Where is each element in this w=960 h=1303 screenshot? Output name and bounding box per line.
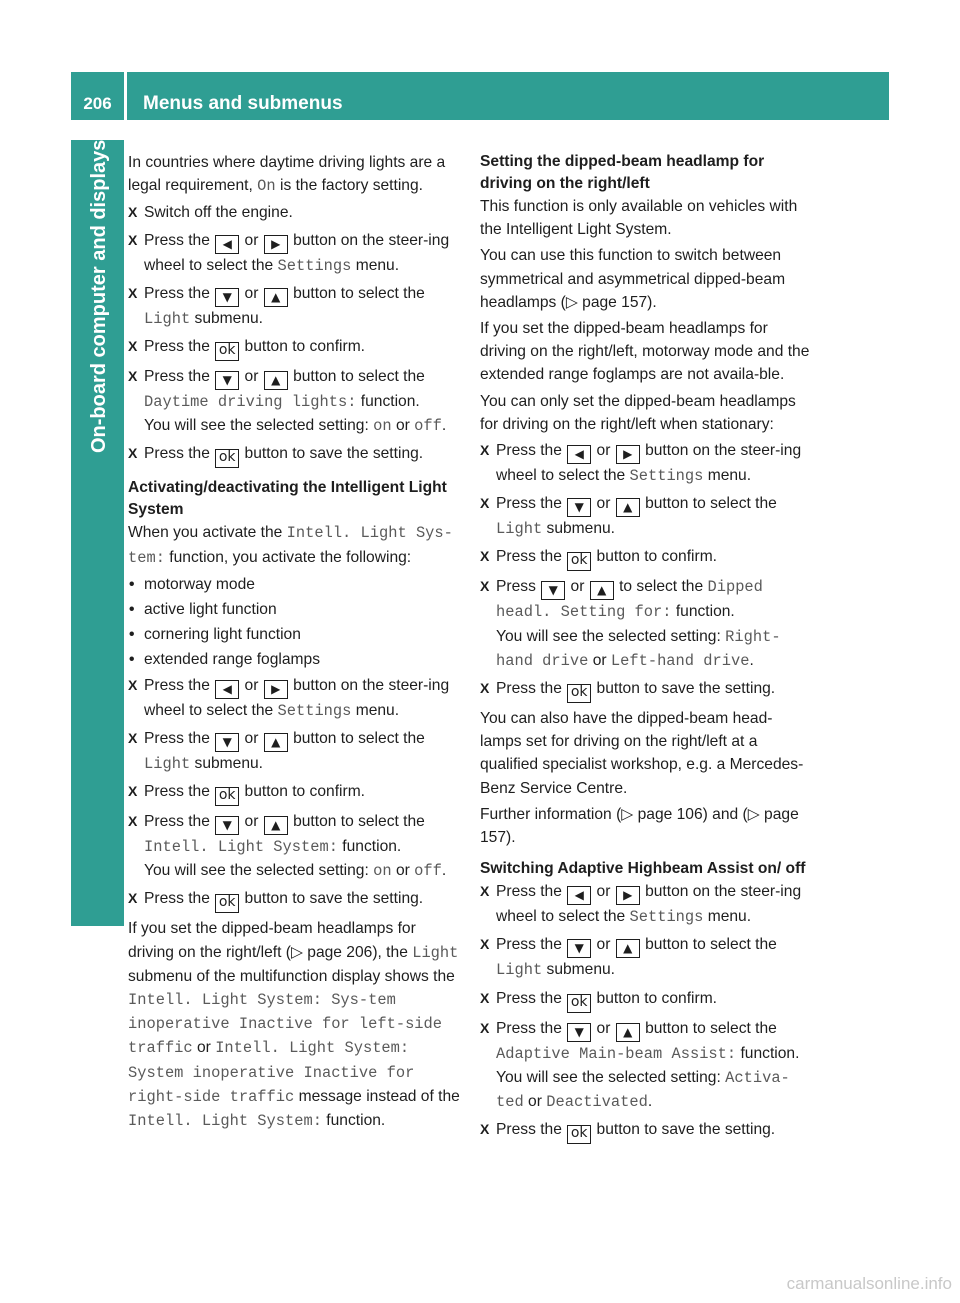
ok-button-icon: ok <box>215 342 239 361</box>
step-select-light: X Press the ▼ or ▲ button to select the Light submenu. <box>480 933 813 982</box>
left-arrow-icon: ◀ <box>215 235 239 254</box>
right-column <box>480 151 813 1148</box>
right-arrow-icon: ▶ <box>264 680 288 699</box>
left-arrow-icon: ◀ <box>567 886 591 905</box>
step-save: X Press the ok button to save the setting. <box>128 442 461 468</box>
paragraph: You can use this function to switch between symmetrical and asymmetrical dipped-beam headlamps (▷ page 157). <box>480 247 786 311</box>
step-select-light: X Press the ▼ or ▲ button to select the Light submenu. <box>128 282 461 331</box>
list-item: • motorway mode <box>128 573 461 596</box>
left-arrow-icon: ◀ <box>567 445 591 464</box>
step-confirm: X Press the ok button to confirm. <box>480 545 813 571</box>
step-select-light: X Press the ▼ or ▲ button to select the Light submenu. <box>480 492 813 541</box>
paragraph: You can only set the dipped-beam headlamps for driving on the right/left when stationary: <box>480 392 796 433</box>
down-arrow-icon: ▼ <box>567 1023 591 1042</box>
paragraph: This function is only available on vehicles with the Intelligent Light System. <box>480 198 798 239</box>
step-select-light: X Press the ▼ or ▲ button to select the Light submenu. <box>128 727 461 776</box>
step-save: X Press the ok button to save the setting. <box>128 887 461 913</box>
up-arrow-icon: ▲ <box>264 288 288 307</box>
up-arrow-icon: ▲ <box>616 498 640 517</box>
page-ref-icon: ▷ <box>565 293 578 311</box>
paragraph: You can also have the dipped-beam head-lamps set for driving on the right/left at a qualified specialist workshop, e.g. a Mercedes-Benz Service Centre. <box>480 710 804 797</box>
section-heading-intelligent-light: Activating/deactivating the Intelligent Light System <box>128 479 447 519</box>
ok-button-icon: ok <box>567 994 591 1013</box>
step-select-settings: X Press the ◀ or ▶ button on the steer-ing wheel to select the Settings menu. <box>480 880 813 929</box>
list-item: • cornering light function <box>128 623 461 646</box>
step-confirm: X Press the ok button to confirm. <box>480 987 813 1013</box>
down-arrow-icon: ▼ <box>215 288 239 307</box>
page-title: Menus and submenus <box>127 72 889 120</box>
ok-button-icon: ok <box>567 552 591 571</box>
right-arrow-icon: ▶ <box>264 235 288 254</box>
page-ref-icon: ▷ <box>290 943 303 961</box>
left-column <box>128 151 461 1136</box>
page-ref-icon: ▷ <box>747 805 760 823</box>
up-arrow-icon: ▲ <box>616 1023 640 1042</box>
list-item: • extended range foglamps <box>128 648 461 671</box>
paragraph: If you set the dipped-beam headlamps for driving on the right/left, motorway mode and the extended range foglamps are not availa-ble. <box>480 320 810 384</box>
step-confirm: X Press the ok button to confirm. <box>128 335 461 361</box>
step-select-adaptive-assist: X Press the ▼ or ▲ button to select the Adaptive Main-beam Assist: function. You will see the selected setting: Activa‐ted or Deactivated. <box>480 1017 813 1115</box>
page-number: 206 <box>71 72 124 120</box>
down-arrow-icon: ▼ <box>541 581 565 600</box>
step-select-settings: X Press the ◀ or ▶ button on the steer-ing wheel to select the Settings menu. <box>128 229 461 278</box>
intro-paragraph: In countries where daytime driving lights are a legal requirement, On is the factory setting. <box>128 154 446 196</box>
intelligent-light-intro: When you activate the Intell. Light Sys‐tem: function, you activate the following: <box>128 524 453 567</box>
down-arrow-icon: ▼ <box>215 371 239 390</box>
left-arrow-icon: ◀ <box>215 680 239 699</box>
step-select-dipped-headl: X Press ▼ or ▲ to select the Dipped headl. Setting for: function. You will see the selected setting: Right-hand drive or Left-hand drive. <box>480 575 813 673</box>
up-arrow-icon: ▲ <box>264 816 288 835</box>
up-arrow-icon: ▲ <box>264 371 288 390</box>
step-select-settings: X Press the ◀ or ▶ button on the steer-ing wheel to select the Settings menu. <box>480 439 813 488</box>
side-tab-label: On-board computer and displays <box>88 140 110 454</box>
section-heading-highbeam-assist: Switching Adaptive Highbeam Assist on/ off <box>480 860 806 878</box>
step-select-settings: X Press the ◀ or ▶ button on the steer-ing wheel to select the Settings menu. <box>128 674 461 723</box>
up-arrow-icon: ▲ <box>616 939 640 958</box>
ok-button-icon: ok <box>215 449 239 468</box>
step-select-daytime: X Press the ▼ or ▲ button to select the Daytime driving lights: function. You will see the selected setting: on or off. <box>128 365 461 438</box>
ok-button-icon: ok <box>567 684 591 703</box>
right-arrow-icon: ▶ <box>616 445 640 464</box>
page-ref-icon: ▷ <box>621 805 634 823</box>
watermark: carmanualsonline.info <box>786 1274 952 1293</box>
up-arrow-icon: ▲ <box>264 733 288 752</box>
step-select-intell-light: X Press the ▼ or ▲ button to select the Intell. Light System: function. You will see the selected setting: on or off. <box>128 810 461 883</box>
ok-button-icon: ok <box>567 1125 591 1144</box>
up-arrow-icon: ▲ <box>590 581 614 600</box>
step-confirm: X Press the ok button to confirm. <box>128 780 461 806</box>
step-save: X Press the ok button to save the setting. <box>480 677 813 703</box>
note-paragraph: If you set the dipped-beam headlamps for driving on the right/left (▷ page 206), the Light submenu of the multifunction display shows the Intell. Light System: Sys‐tem inoperative Inactive for left-side traffic or Intell. Light System: System inoperative Inactive for right-side traffic message instead of the Intell. Light System: function. <box>128 920 460 1131</box>
down-arrow-icon: ▼ <box>215 733 239 752</box>
ok-button-icon: ok <box>215 894 239 913</box>
down-arrow-icon: ▼ <box>215 816 239 835</box>
down-arrow-icon: ▼ <box>567 939 591 958</box>
right-arrow-icon: ▶ <box>616 886 640 905</box>
paragraph: Further information (▷ page 106) and (▷ page 157). <box>480 805 799 847</box>
side-tab <box>71 140 124 926</box>
step-switch-off: X Switch off the engine. <box>128 201 461 224</box>
section-heading-dipped-beam: Setting the dipped-beam headlamp for driving on the right/left <box>480 153 765 192</box>
step-save: X Press the ok button to save the setting. <box>480 1118 813 1144</box>
ok-button-icon: ok <box>215 787 239 806</box>
list-item: • active light function <box>128 598 461 621</box>
down-arrow-icon: ▼ <box>567 498 591 517</box>
